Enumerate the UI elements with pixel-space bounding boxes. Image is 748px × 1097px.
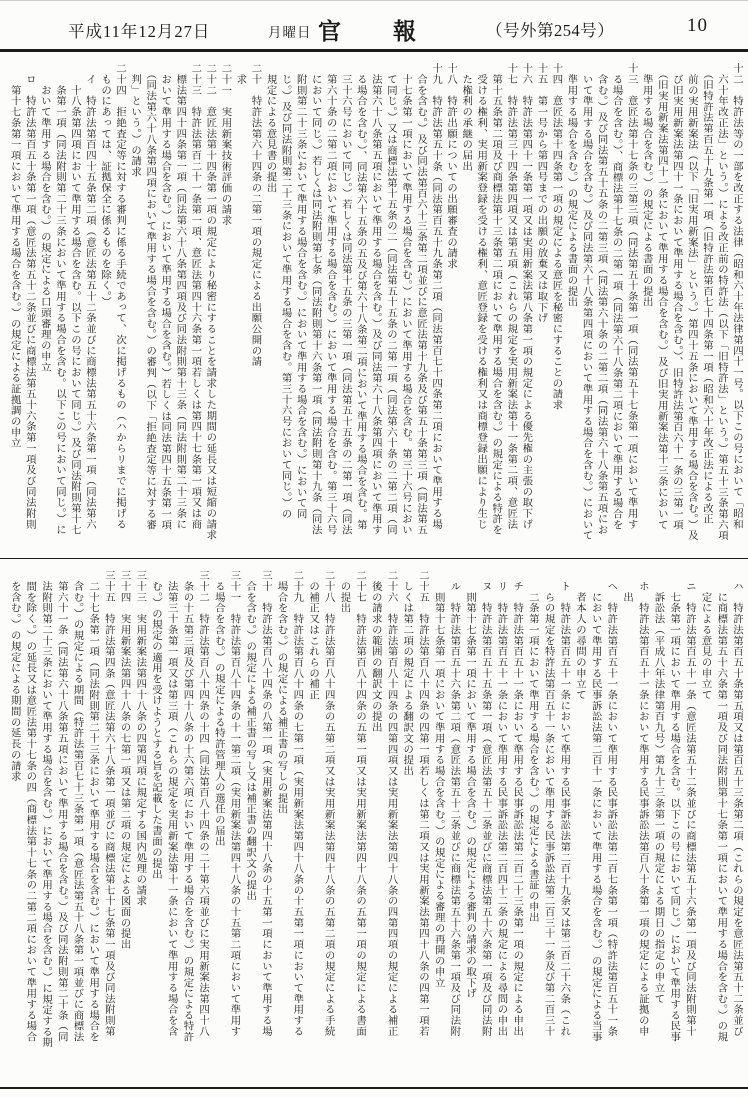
text-column: 準用する場合を含む。）の規定による書面の提出 xyxy=(640,63,652,308)
text-column: において同じ。）若しくは同法附則第七条（同法附則第十六条第一項（同法附則第十九条（同法 xyxy=(309,63,321,536)
text-column: に商標法第五十六条第一項及び同法附則第十七条第一項において準用する場合を含む。）の規 xyxy=(715,570,727,1043)
text-column: 三十四 実用新案法第四十八条の七第一項又は第二項の規定による図面の提出 xyxy=(118,570,130,950)
text-column: 則第十七条第一項において準用する場合を含む。）の規定による審理の再開の申立 xyxy=(432,570,444,988)
text-column: 法第三十条第一項又は第三項（これらの規定を実用新案法第十一条において準用する場合を含 xyxy=(165,570,177,1037)
band-divider xyxy=(0,558,748,559)
text-column: 条の十五第三項及び第四十八条の十六第六項において準用する場合を含む。）の規定による特許 xyxy=(181,570,193,1043)
text-column: 三十一 特許法第百八十四条の十一第二項（実用新案法第四十八条の十五第二項において準用す xyxy=(228,570,240,1037)
text-column: 二十九 特許法第百八十四条の七第一項（実用新案法第四十八条の十五第一項において準用する xyxy=(291,570,303,1037)
text-column: 三十五 特許法第四条（意匠法第六十八条第一項並びに商標法第七十七条第一項及び同法附則第 xyxy=(102,570,114,1037)
text-column: 二十七条第一項（同法附則第二十三条において準用する場合を含む。）において準用する場合を xyxy=(87,570,99,1043)
page-number: 10 xyxy=(687,15,708,36)
text-column: 出 xyxy=(621,570,633,603)
text-column: び旧実用新案法第四十一条において準用する場合を含む。）、旧特許法第百六十一条の三第一項 xyxy=(670,63,682,530)
text-column: 後の請求の範囲の翻訳文の提出 xyxy=(369,570,381,733)
text-column: 三十二 特許法第百八十四条の十四（同法第百八十四条の二十第六項並びに実用新案法第四十八 xyxy=(197,570,209,1037)
text-column: 間を除く。）の延長又は意匠法第十七条の四（商標法第十七条の二第二項において準用する場合 xyxy=(24,570,36,1043)
text-column: る場合を含む。）、商標法第十七条の二第一項（同法第六十八条第二項において準用する場合を xyxy=(610,63,622,530)
text-column: 七条第一項において準用する場合を含む。以下この号において同じ。）において準用する民事 xyxy=(668,570,680,1043)
text-column: 二十三 特許法第百二十一条第一項、意匠法第四十六条第一項若しくは第四十七条第一項又は商 xyxy=(189,63,201,530)
text-column: 二十五 特許法第百八十四条の四第一項若しくは第二項又は実用新案法第四十八条の四第一項若 xyxy=(416,570,428,1037)
text-column: ホ 特許法第百五十一条において準用する民事訴訟法第百八十条第一項の規定による証拠の申 xyxy=(636,570,648,1037)
text-column: 求 xyxy=(234,63,246,85)
bottom-text-band xyxy=(4,570,744,1086)
text-column: （旧特許法第百五十九条第一項（旧特許法第百七十四条第一項（昭和六十年改正法による改正 xyxy=(700,63,712,525)
text-column: 二十二 意匠法第十四条第一項の規定により秘密にすることを請求した期間の延長又は短縮の請求 xyxy=(204,63,216,541)
text-column: 二十六 特許法第百八十四条の四第四項又は実用新案法第四十八条の四第四項の規定による補正 xyxy=(385,570,397,1037)
text-column: 十七条第一項において準用する場合を含む。）において準用する場合を含む。第三十六号におい xyxy=(399,63,411,536)
text-column: ものにあっては、証拠保全に係るものを除く。） xyxy=(99,63,111,308)
text-column: を含む。）の規定による期間の延長の請求 xyxy=(8,570,20,782)
text-column: 標法第四十四条第一項（同法第六十八条第四項及び同法附則第十三条（同法附則第二十三条に xyxy=(174,63,186,530)
bottom-rule xyxy=(0,1087,748,1089)
text-column: 合を含む。）及び同法第百六十三条第二項並びに意匠法第十九条及び第五十条第三項（同法第五 xyxy=(415,63,427,536)
text-column: 則第十七条第一項において準用する場合を含む。）の規定による審判の請求の取下げ xyxy=(464,570,476,999)
text-column: ハ 特許法第百五十条第五項又は第百五十三条第二項（これらの規定を意匠法第五十二条並び xyxy=(731,570,742,1037)
text-column: 二十 特許法第六十四条の二第一項の規定による出願公開の請 xyxy=(249,63,261,367)
text-column: 合を含む。）の規定による補正書の写し又は補正書の翻訳文の提出 xyxy=(244,570,256,902)
text-column: 規定による意見書の提出 xyxy=(264,63,276,194)
text-column: 十二 特許法等の一部を改正する法律（昭和六十年法律第四十一号。以下この号において「昭和 xyxy=(731,63,742,530)
text-column: 附則第二十三条において準用する場合を含む。）において準用する場合を含む。）において同 xyxy=(294,63,306,520)
text-column: ヌ 特許法第百五十五条第一項（意匠法第五十二条並びに商標法第五十六条第一項及び同法附 xyxy=(479,570,491,1037)
text-column: 十五 第一号から第四号までの出願の放棄又は取下げ xyxy=(535,63,547,324)
text-column: 第十七条第一項において準用する場合を含む。）の規定による証拠調の申立 xyxy=(8,63,20,449)
text-column: る場合を含む。）の規定による特許管理人の選任の届出 xyxy=(212,570,224,847)
header-date: 平成11年12月27日 xyxy=(68,22,211,41)
text-column: 条第一項（同法附則第二十三条において準用する場合を含む。以下この号において同じ。）に xyxy=(53,63,65,536)
page-header xyxy=(0,9,748,52)
text-column: て同じ。）又は商標法第十五条の二（同法第五十五条の二第一項（同法第六十条の二第二項（同 xyxy=(384,63,396,536)
text-column: 含む。）及び同法第五十五条の二第三項（同法第六十条の二第二項（同法第六十八条第五項にお xyxy=(595,63,607,536)
text-column: 第六十条の二第二項において準用する場合を含む。）において準用する場合を含む。第三十六号 xyxy=(324,63,336,536)
text-column: 二十七 特許法第百八十四条の五第一項又は実用新案法第四十八条の五第一項の規定による書面 xyxy=(354,570,366,1037)
text-column: る場合を含む。）、同法第六十五条の五及び第六十八条第二項において準用する場合を含む。第 xyxy=(354,63,366,530)
text-column: らの規定を特許法第百五十一条において準用する民事訴訟法第二百三十一条及び第二百三十 xyxy=(542,570,554,1037)
text-column: 含む。）の規定による期間（特許法第百七十三条第一項（意匠法第五十八条第一項並びに商標法 xyxy=(71,570,83,1043)
text-column: 前の実用新案法（以下「旧実用新案法」という。）第四十五条において準用する場合を含む。）及 xyxy=(685,63,697,541)
text-column: 法附則第二十三条において準用する場合を含む。）において準用する場合を含む。）に規定する期 xyxy=(40,570,52,1048)
text-column: 二十八 特許法第百八十四条の五第二項又は実用新案法第四十八条の五第二項の規定による手続 xyxy=(322,570,334,1037)
text-column: 定による意見の申立て xyxy=(699,570,711,701)
text-column: 判」という。）の請求 xyxy=(129,63,141,178)
top-text-band xyxy=(4,63,744,554)
text-column: た権利の承継の届出 xyxy=(460,63,472,172)
text-column: ト 特許法第百五十一条において準用する民事訴訟法第二百十九条又は第二百二十六条（これ xyxy=(558,570,570,1037)
text-column: （旧実用新案法第四十一条において準用する場合を含む。）及び旧実用新案法第十三条において xyxy=(655,63,667,530)
text-column: 三十六号において同じ。）若しくは同法第十五条の三第一項（同法第五十五条の二第一項（同法 xyxy=(339,63,351,536)
text-column: 十八 特許出願についての出願審査の請求 xyxy=(445,63,457,270)
text-column: 十八条第四項において準用する場合を含む。以下この号において同じ。）及び同法附則第十七 xyxy=(68,63,80,536)
text-column: 受ける権利、実用新案登録を受ける権利、意匠登録を受ける権利又は商標登録出願により生じ xyxy=(475,63,487,530)
text-column: む。）の規定の適用を受けようとする旨を記載した書面の提出 xyxy=(149,570,161,880)
text-column: 者本人の尋問の申立て xyxy=(573,570,585,701)
header-weekday: 月曜日 xyxy=(268,25,312,40)
text-column: ニ 特許法第百五十一条（意匠法第五十二条並びに商標法第五十六条第一項及び同法附則第十 xyxy=(683,570,695,1037)
text-column: 十九 特許法第五十条（同法第百五十九条第二項（同法第百七十四条第二項において準用する場 xyxy=(430,63,442,530)
text-column: 二十四 拒絶査定等に対する審判に係る手続であって、次に掲げるもの（ハからリまでに掲げる xyxy=(114,63,126,530)
issue-number: （号外第254号） xyxy=(486,21,615,40)
text-column: ロ 特許法第百五十条第一項（意匠法第五十二条並びに商標法第五十六条第一項及び同法附則 xyxy=(23,63,35,530)
text-column: の提出 xyxy=(338,570,350,614)
text-column: 十三 意匠法第十七条の三第三項（同法第五十条第一項（同法第五十七条第一項において準用す xyxy=(625,63,637,530)
text-column: 二条第一項において準用する場合を含む。）の規定による書証の申出 xyxy=(526,570,538,923)
text-column: 十七 特許法第三十四条第四項又は第五項（これらの規定を実用新案法第十一条第二項、意匠法 xyxy=(505,63,517,530)
text-column: 十六 特許法第四十一条第一項又は実用新案法第八条第一項の規定による優先権の主張の取下げ xyxy=(520,63,532,530)
text-column: イ 特許法第百四十五条第二項（意匠法第五十二条並びに商標法第五十六条第一項（同法第六 xyxy=(83,63,95,530)
text-column: 二十一 実用新案技術評価の請求 xyxy=(219,63,231,226)
text-column: 準用する場合を含む。）の規定による書面の提出 xyxy=(565,63,577,308)
text-column: じ。）及び同法附則第二十三条において準用する場合を含む。第三十六号において同じ。）の xyxy=(279,63,291,520)
text-column: しくは第二項の規定による翻訳文の提出 xyxy=(401,570,413,777)
text-column: 法第六十八条第五項において準用する場合を含む。）及び同法第六十八条第四項において準用す xyxy=(369,63,381,536)
text-column: おいて準用する場合を含む。）において準用する場合を含む。）若しくは同法第四十五条第一項 xyxy=(159,63,171,530)
text-column: （同法第六十八条第四項において準用する場合を含む。）の審判（以下「拒絶査定等に対する審 xyxy=(144,63,156,530)
text-column: 第十五条第二項及び商標法第十三条第二項において準用する場合を含む。）の規定による特許を xyxy=(490,63,502,536)
text-column: 第六十一条（同法第六十八条第五項において準用する場合を含む。）及び同法附則第二十条（同 xyxy=(55,570,67,1043)
text-column: 三十 特許法第百八十四条の八第一項（実用新案法第四十八条の十五第一項において準用する場 xyxy=(259,570,271,1037)
text-column: 三十三 実用新案法第四十八条の四第四項に規定する国内処理の請求 xyxy=(134,570,146,907)
text-column: チ 特許法第百五十一条において準用する民事訴訟法第二百二十三条第一項の規定による申出 xyxy=(511,570,523,1037)
gazette-title: 官 報 xyxy=(318,19,418,44)
text-column: の補正又はこれらの補正 xyxy=(307,570,319,701)
text-column: ヘ 特許法第百五十一条において準用する民事訴訟法第二百七条第一項（特許法第百五十一条 xyxy=(605,570,617,1037)
text-column: リ 特許法第百五十一条において準用する民事訴訟法第二百四十二条の規定による尋問の申出 xyxy=(495,570,507,1037)
text-column: 訴訟法（平成八年法律第百九号）第九十三条第一項の規定による期日の指定の申立て xyxy=(652,570,664,1004)
text-column: いて準用する場合を含む。）及び同法第六十八条第四項において準用する場合を含む。）において xyxy=(580,63,592,541)
text-column: 六十年改正法」という。）による改正前の特許法（以下「旧特許法」という。）第五十三条第六項 xyxy=(715,63,727,541)
text-column: ル 特許法第百五十六条第二項（意匠法第五十二条並びに商標法第五十六条第一項及び同法附 xyxy=(448,570,460,1037)
text-column: において準用する民事訴訟法第二百十一条において準用する場合を含む。）の規定による当事 xyxy=(589,570,601,1043)
text-column: 場合を含む。）の規定による補正書の写しの提出 xyxy=(275,570,287,815)
text-column: おいて準用する場合を含む。）の規定による口頭審理の申立 xyxy=(38,63,50,373)
text-column: 十四 意匠法第十四条第一項の規定による意匠を秘密にすることの請求 xyxy=(550,63,562,411)
